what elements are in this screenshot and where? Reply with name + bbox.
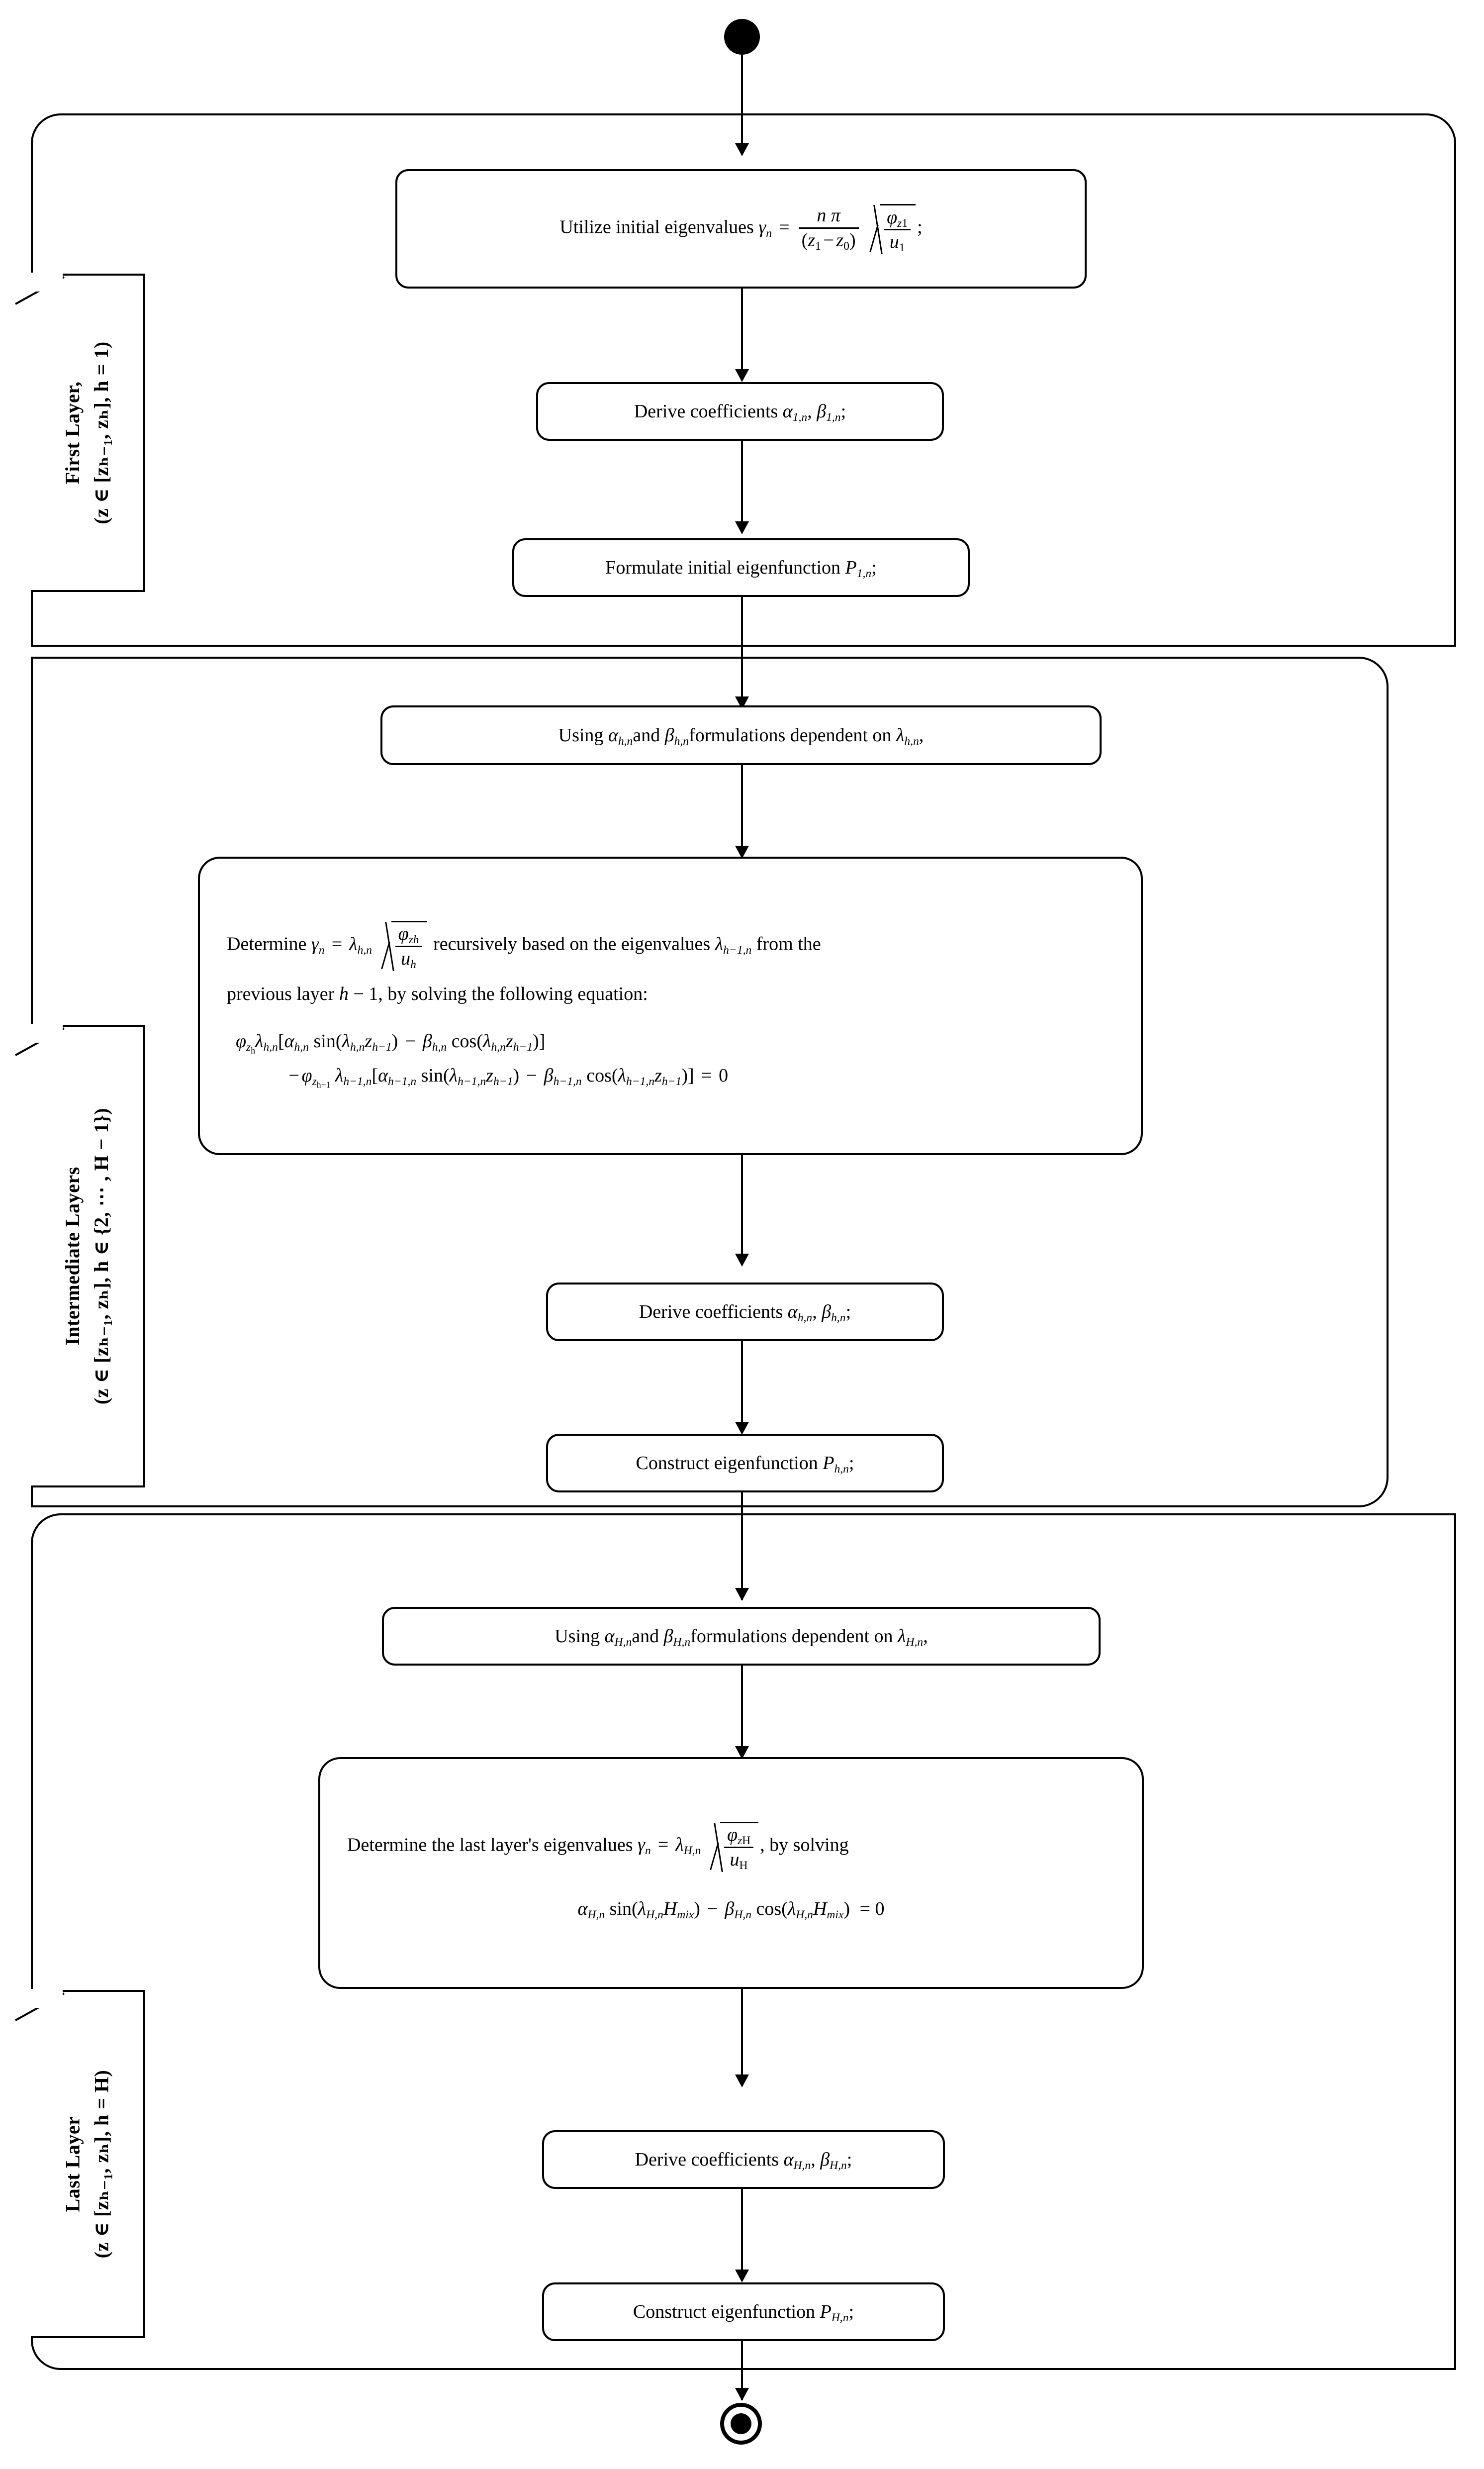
n9-minus: − [707, 1898, 718, 1920]
n9-w2: , by solving [760, 1834, 849, 1856]
n5-w1: Determine [227, 933, 307, 955]
n8-lambda: $\lambda_{H,n}$ [898, 1625, 924, 1649]
node-determine-last-layer-eigenvalues[interactable] [318, 1757, 1144, 1989]
n5-sqrt-num: $\varphi_{zh}$ [398, 923, 419, 947]
node-derive-coefficients-layer-H[interactable] [542, 2130, 945, 2189]
n5-w2: recursively based on the eigenvalues [433, 933, 711, 955]
n1-equals: = [779, 216, 790, 238]
n1-sqrt [867, 204, 916, 253]
n7-suffix: ; [848, 1452, 854, 1474]
n5-sqrt-den: $u_h$ [395, 946, 422, 970]
lane-title-line1: Intermediate Layers [61, 1167, 84, 1346]
connector-start-to-n1 [741, 55, 743, 154]
start-node [724, 19, 760, 55]
connector-n1-to-n2 [741, 289, 743, 378]
n1-sqrt-den: $u_1$ [884, 229, 911, 253]
arrowhead-to-n7 [735, 1422, 749, 1435]
n5-lambda-prev: $\lambda_{h-1,n}$ [715, 933, 752, 957]
n5-equation-line1: $\varphi_{z_h}\lambda_{h,n}[\alpha_{h,n}$ $\sin(\lambda_{h,n}z_{h-1}) - \beta_{h,n}$ $\cos(\lambda_{h,n}z_{h-1})$] [236, 1031, 546, 1056]
connector-n2-to-n3 [741, 441, 743, 528]
n10-suffix: ; [846, 2149, 852, 2170]
n3-P: $P_{1,n}$ [845, 557, 872, 580]
arrowhead-to-n2 [735, 369, 749, 382]
n6-beta: $\beta_{h,n}$ [822, 1301, 846, 1324]
fold-corner-icon [29, 274, 61, 305]
n1-sqrt-num: $\varphi_{z1}$ [887, 206, 908, 230]
n5-sqrt [378, 921, 427, 970]
arrowhead-to-n11 [735, 2270, 749, 2282]
lane-title-last-layer [58, 2070, 116, 2259]
n5-equals: = [331, 933, 343, 955]
n2-suffix: ; [840, 400, 846, 422]
n1-fraction [799, 205, 859, 251]
n4-word2: and [633, 724, 660, 746]
n5-l2-w2: , by solving the following equation: [378, 984, 648, 1005]
node-using-alpha-beta-h[interactable] [380, 705, 1102, 765]
n1-frac-denominator: $(z_1 - z_0)$ [799, 227, 859, 251]
n4-suffix: , [919, 724, 924, 746]
n8-word1: Using [555, 1625, 600, 1647]
n9-content [347, 1822, 1115, 1924]
node-utilize-initial-eigenvalues[interactable] [395, 169, 1087, 289]
n2-alpha: $\alpha_{1,n}$ [782, 400, 808, 424]
n3-prefix: Formulate initial eigenfunction [605, 557, 841, 578]
n9-radicand [720, 1822, 758, 1871]
lane-title-first-layer [58, 341, 116, 524]
n10-prefix: Derive coefficients [635, 2149, 779, 2170]
lane-tag-intermediate-layers [31, 1025, 145, 1487]
sqrt-radical-icon [707, 1822, 720, 1871]
n4-word1: Using [558, 724, 604, 746]
connector-n9-to-n10 [741, 1989, 743, 2084]
n8-suffix: , [923, 1625, 928, 1647]
n6-comma: , [812, 1301, 817, 1322]
n9-sqrt [707, 1822, 758, 1871]
n6-alpha: $\alpha_{h,n}$ [787, 1301, 813, 1324]
n7-prefix: Construct eigenfunction [636, 1452, 818, 1474]
n4-word3: formulations dependent on [689, 724, 892, 746]
n2-comma: , [807, 400, 812, 422]
n11-suffix: ; [848, 2301, 854, 2322]
connector-n5-to-n6 [741, 1155, 743, 1264]
n4-alpha: $\alpha_{h,n}$ [608, 724, 633, 748]
n2-beta: $\beta_{1,n}$ [817, 400, 841, 424]
n5-content [227, 921, 1114, 1090]
n9-sqrt-num: $\varphi_{zH}$ [727, 1824, 751, 1848]
node-derive-coefficients-layer-h[interactable] [546, 1283, 944, 1341]
n9-lambda: $\lambda_{H,n}$ [675, 1834, 701, 1858]
n9-equals: = [657, 1834, 669, 1856]
n11-prefix: Construct eigenfunction [633, 2301, 816, 2322]
node-construct-eigenfunction-h[interactable] [546, 1434, 944, 1492]
n8-word3: formulations dependent on [690, 1625, 893, 1647]
lane-title-line1: First Layer, [61, 381, 84, 485]
n4-beta: $\beta_{h,n}$ [664, 724, 689, 748]
connector-n7-to-n8 [741, 1492, 743, 1600]
sqrt-radical-icon [867, 204, 880, 253]
n9-sin: sin( [609, 1898, 638, 1920]
n1-prefix: Utilize initial eigenvalues [559, 216, 754, 238]
n9-gamma: $\gamma_n$ [638, 1834, 651, 1858]
node-using-alpha-beta-H[interactable] [382, 1607, 1101, 1666]
n5-gamma: $\gamma_n$ [311, 933, 325, 957]
n9-equals-zero: = 0 [859, 1898, 885, 1920]
lane-title-intermediate-layers [58, 1108, 116, 1404]
connector-n4-to-n5 [741, 765, 743, 856]
n10-beta: $\beta_{H,n}$ [820, 2149, 847, 2172]
n1-radicand [880, 204, 916, 253]
node-determine-gamma-recursive[interactable] [198, 857, 1143, 1155]
lane-title-line2: (z ∈ [zₕ₋₁, zₕ], h = 1) [90, 341, 113, 524]
fold-corner-icon [29, 1990, 61, 2022]
n6-prefix: Derive coefficients [639, 1301, 783, 1322]
lane-tag-last-layer [31, 1990, 145, 2338]
n5-l2-minus1: − 1 [353, 984, 378, 1005]
connector-n8-to-n9 [741, 1666, 743, 1756]
arrowhead-to-n8 [735, 1588, 749, 1601]
n4-lambda: $\lambda_{h,n}$ [896, 724, 919, 748]
arrowhead-to-n3 [735, 521, 749, 534]
n6-suffix: ; [845, 1301, 851, 1322]
n1-suffix: ; [917, 216, 923, 238]
n8-word2: and [632, 1625, 659, 1647]
n5-line1 [227, 921, 1114, 970]
node-derive-coefficients-layer1[interactable] [536, 382, 944, 441]
n9-line1 [347, 1822, 1115, 1871]
lane-title-line2: (z ∈ [zₕ₋₁, zₕ], h = H) [90, 2070, 113, 2259]
n5-l2-w1: previous layer [227, 984, 335, 1005]
n5-w3: from the [756, 933, 821, 955]
lane-title-line1: Last Layer [61, 2116, 84, 2212]
node-formulate-initial-eigenfunction[interactable] [512, 538, 970, 597]
end-node [720, 2403, 762, 2445]
arrowhead-to-end [735, 2388, 749, 2401]
arrowhead-to-n1 [735, 143, 749, 156]
n9-alpha: $\alpha_{H,n}$ [577, 1898, 605, 1922]
n2-prefix: Derive coefficients [634, 400, 778, 422]
n9-equation-line: $\alpha_{H,n}$ $\sin(\lambda_{H,n}H_{mix}) - \beta_{H,n}$ $\cos(\lambda_{H,n}H_{mix}) = 0$ [577, 1898, 885, 1922]
lane-title-line2: (z ∈ [zₕ₋₁, zₕ], h ∈ {2, ⋯ , H − 1}) [90, 1107, 113, 1405]
connector-n6-to-n7 [741, 1341, 743, 1431]
lane-tag-first-layer [31, 274, 145, 592]
arrowhead-to-n6 [735, 1254, 749, 1267]
n1-frac-numerator: n π [817, 205, 840, 226]
n10-alpha: $\alpha_{H,n}$ [783, 2149, 811, 2172]
arrowhead-to-n10 [735, 2074, 749, 2087]
fold-corner-icon [29, 1025, 61, 1057]
n10-comma: , [811, 2149, 816, 2170]
n5-equation-line2: − $\varphi_{z_{h-1}}$ $\lambda_{h-1,n}[\alpha_{h-1,n}$ $\sin(\lambda_{h-1,n}z_{h-1}) - \beta_{h-1,n}$ $\cos(\lambda_{h-1,n}z_{h-1})] = 0$ [288, 1065, 729, 1090]
sqrt-radical-icon [378, 921, 391, 970]
n5-radicand [391, 921, 427, 970]
n7-P: $P_{h,n}$ [823, 1452, 849, 1476]
n5-l2-h: h [339, 984, 349, 1005]
n9-w1: Determine the last layer's eigenvalues [347, 1834, 633, 1856]
n5-lambda: $\lambda_{h,n}$ [349, 933, 372, 957]
n5-line2 [227, 979, 1114, 1009]
n9-beta: $\beta_{H,n}$ [725, 1898, 751, 1922]
n8-beta: $\beta_{H,n}$ [663, 1625, 691, 1649]
n8-alpha: $\alpha_{H,n}$ [604, 1625, 632, 1649]
n1-gamma: $\gamma_n$ [758, 216, 772, 240]
n9-cos: cos( [756, 1898, 788, 1920]
n3-suffix: ; [871, 557, 877, 578]
node-construct-eigenfunction-H[interactable] [542, 2282, 945, 2341]
connector-n10-to-n11 [741, 2189, 743, 2279]
n11-P: $P_{H,n}$ [820, 2301, 849, 2324]
connector-n3-to-n4 [741, 597, 743, 711]
n9-sqrt-den: $u_H$ [724, 1847, 753, 1871]
